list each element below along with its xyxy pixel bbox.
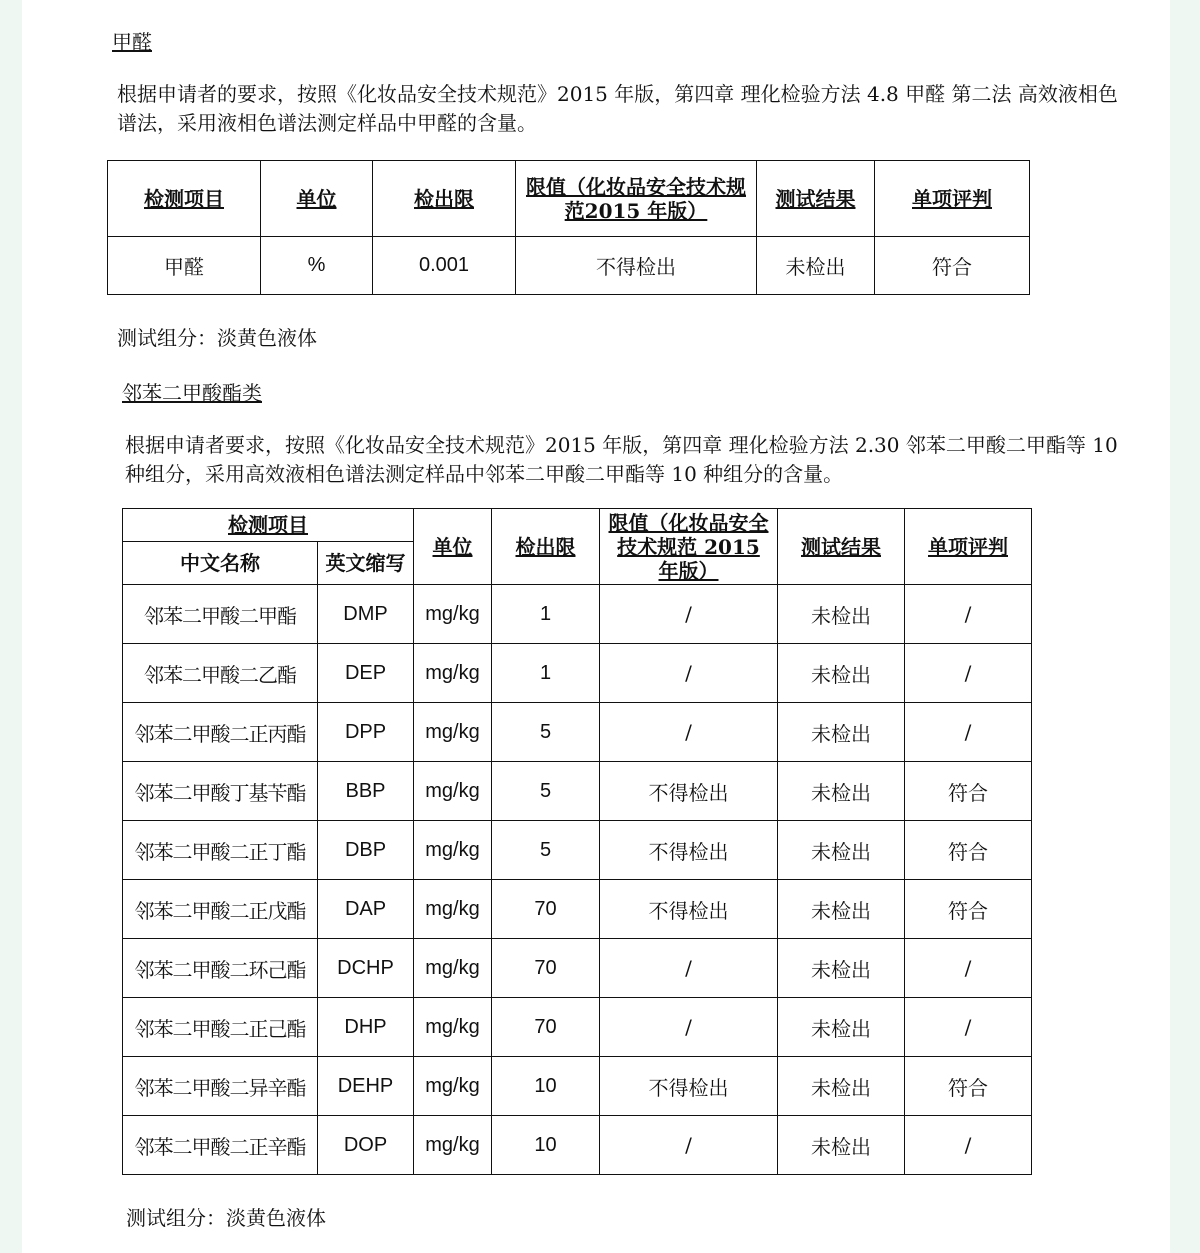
header-item: 检测项目 [108, 161, 261, 237]
cell-judgment: 符合 [905, 762, 1032, 821]
header-judgment: 单项评判 [875, 161, 1030, 237]
cell-judgment: 符合 [905, 880, 1032, 939]
cell-limit: / [600, 939, 778, 998]
header-lod: 检出限 [492, 509, 600, 585]
cell-unit: % [261, 237, 373, 295]
document-page [22, 0, 1170, 1253]
test-component-note-2: 测试组分：淡黄色液体 [126, 1206, 326, 1230]
cell-en-abbr: DCHP [318, 939, 414, 998]
header-limit: 限值（化妆品安全技术规范 2015 年版） [600, 509, 778, 585]
section-description-formaldehyde: 根据申请者的要求，按照《化妆品安全技术规范》2015 年版，第四章 理化检验方法 4.8 甲醛 第二法 高效液相色谱法，采用液相色谱法测定样品中甲醛的含量。 [117, 82, 1118, 135]
cell-result: 未检出 [778, 703, 905, 762]
cell-judgment: / [905, 998, 1032, 1057]
cell-unit: mg/kg [414, 585, 492, 644]
header-unit: 单位 [261, 161, 373, 237]
cell-result: 未检出 [778, 762, 905, 821]
formaldehyde-table [107, 160, 1030, 295]
cell-en-abbr: DBP [318, 821, 414, 880]
cell-item: 甲醛 [108, 237, 261, 295]
cell-limit: 不得检出 [516, 237, 757, 295]
cell-judgment: 符合 [905, 1057, 1032, 1116]
table-header-row [123, 509, 1032, 542]
cell-en-abbr: DEP [318, 644, 414, 703]
cell-result: 未检出 [778, 821, 905, 880]
table-row [123, 762, 1032, 821]
cell-result: 未检出 [778, 644, 905, 703]
header-result: 测试结果 [778, 509, 905, 585]
header-judgment: 单项评判 [905, 509, 1032, 585]
cell-unit: mg/kg [414, 1116, 492, 1175]
cell-en-abbr: DMP [318, 585, 414, 644]
cell-cn-name: 邻苯二甲酸二环己酯 [123, 939, 318, 998]
cell-result: 未检出 [778, 998, 905, 1057]
cell-en-abbr: BBP [318, 762, 414, 821]
section-title-formaldehyde: 甲醛 [112, 30, 152, 54]
cell-cn-name: 邻苯二甲酸二甲酯 [123, 585, 318, 644]
cell-lod: 70 [492, 880, 600, 939]
cell-lod: 10 [492, 1057, 600, 1116]
cell-en-abbr: DEHP [318, 1057, 414, 1116]
cell-limit: / [600, 998, 778, 1057]
cell-limit: 不得检出 [600, 762, 778, 821]
cell-lod: 5 [492, 703, 600, 762]
cell-cn-name: 邻苯二甲酸二正丙酯 [123, 703, 318, 762]
cell-unit: mg/kg [414, 939, 492, 998]
cell-unit: mg/kg [414, 821, 492, 880]
header-result: 测试结果 [757, 161, 875, 237]
cell-cn-name: 邻苯二甲酸二乙酯 [123, 644, 318, 703]
cell-limit: / [600, 644, 778, 703]
cell-result: 未检出 [778, 1057, 905, 1116]
cell-result: 未检出 [778, 1116, 905, 1175]
cell-judgment: / [905, 939, 1032, 998]
cell-judgment: 符合 [905, 821, 1032, 880]
table-row [123, 703, 1032, 762]
cell-limit: 不得检出 [600, 1057, 778, 1116]
table-row [123, 1116, 1032, 1175]
cell-limit: / [600, 703, 778, 762]
cell-judgment: 符合 [875, 237, 1030, 295]
cell-lod: 1 [492, 585, 600, 644]
cell-cn-name: 邻苯二甲酸二正己酯 [123, 998, 318, 1057]
cell-limit: 不得检出 [600, 880, 778, 939]
test-component-note-1: 测试组分：淡黄色液体 [117, 326, 317, 350]
cell-cn-name: 邻苯二甲酸二异辛酯 [123, 1057, 318, 1116]
section-description-phthalates: 根据申请者要求，按照《化妆品安全技术规范》2015 年版，第四章 理化检验方法 2.30 邻苯二甲酸二甲酯等 10 种组分，采用高效液相色谱法测定样品中邻苯二甲酸二甲酯等 10 种组分的含量。 [125, 433, 1118, 486]
cell-lod: 70 [492, 939, 600, 998]
table-row [123, 998, 1032, 1057]
cell-lod: 5 [492, 762, 600, 821]
cell-cn-name: 邻苯二甲酸二正戊酯 [123, 880, 318, 939]
cell-judgment: / [905, 1116, 1032, 1175]
header-limit: 限值（化妆品安全技术规范2015 年版） [516, 161, 757, 237]
table-row [123, 939, 1032, 998]
cell-unit: mg/kg [414, 762, 492, 821]
cell-en-abbr: DPP [318, 703, 414, 762]
cell-result: 未检出 [778, 585, 905, 644]
cell-lod: 5 [492, 821, 600, 880]
table-row [123, 644, 1032, 703]
cell-en-abbr: DAP [318, 880, 414, 939]
cell-en-abbr: DHP [318, 998, 414, 1057]
cell-unit: mg/kg [414, 644, 492, 703]
section-title-phthalates: 邻苯二甲酸酯类 [122, 381, 262, 405]
header-item: 检测项目 [123, 509, 414, 542]
cell-cn-name: 邻苯二甲酸二正辛酯 [123, 1116, 318, 1175]
cell-judgment: / [905, 644, 1032, 703]
phthalates-table [122, 508, 1032, 1175]
cell-result: 未检出 [757, 237, 875, 295]
cell-lod: 70 [492, 998, 600, 1057]
cell-lod: 10 [492, 1116, 600, 1175]
table-row [123, 585, 1032, 644]
header-cn-name: 中文名称 [123, 542, 318, 585]
header-lod: 检出限 [373, 161, 516, 237]
header-en-abbr: 英文缩写 [318, 542, 414, 585]
cell-cn-name: 邻苯二甲酸二正丁酯 [123, 821, 318, 880]
cell-cn-name: 邻苯二甲酸丁基苄酯 [123, 762, 318, 821]
cell-unit: mg/kg [414, 1057, 492, 1116]
cell-en-abbr: DOP [318, 1116, 414, 1175]
cell-lod: 1 [492, 644, 600, 703]
table-header-row [108, 161, 1030, 237]
cell-unit: mg/kg [414, 998, 492, 1057]
cell-judgment: / [905, 703, 1032, 762]
cell-limit: / [600, 585, 778, 644]
cell-unit: mg/kg [414, 880, 492, 939]
header-unit: 单位 [414, 509, 492, 585]
cell-limit: 不得检出 [600, 821, 778, 880]
table-row [123, 821, 1032, 880]
cell-lod: 0.001 [373, 237, 516, 295]
cell-result: 未检出 [778, 880, 905, 939]
table-row [123, 1057, 1032, 1116]
table-row [108, 237, 1030, 295]
cell-limit: / [600, 1116, 778, 1175]
table-row [123, 880, 1032, 939]
cell-unit: mg/kg [414, 703, 492, 762]
cell-result: 未检出 [778, 939, 905, 998]
cell-judgment: / [905, 585, 1032, 644]
